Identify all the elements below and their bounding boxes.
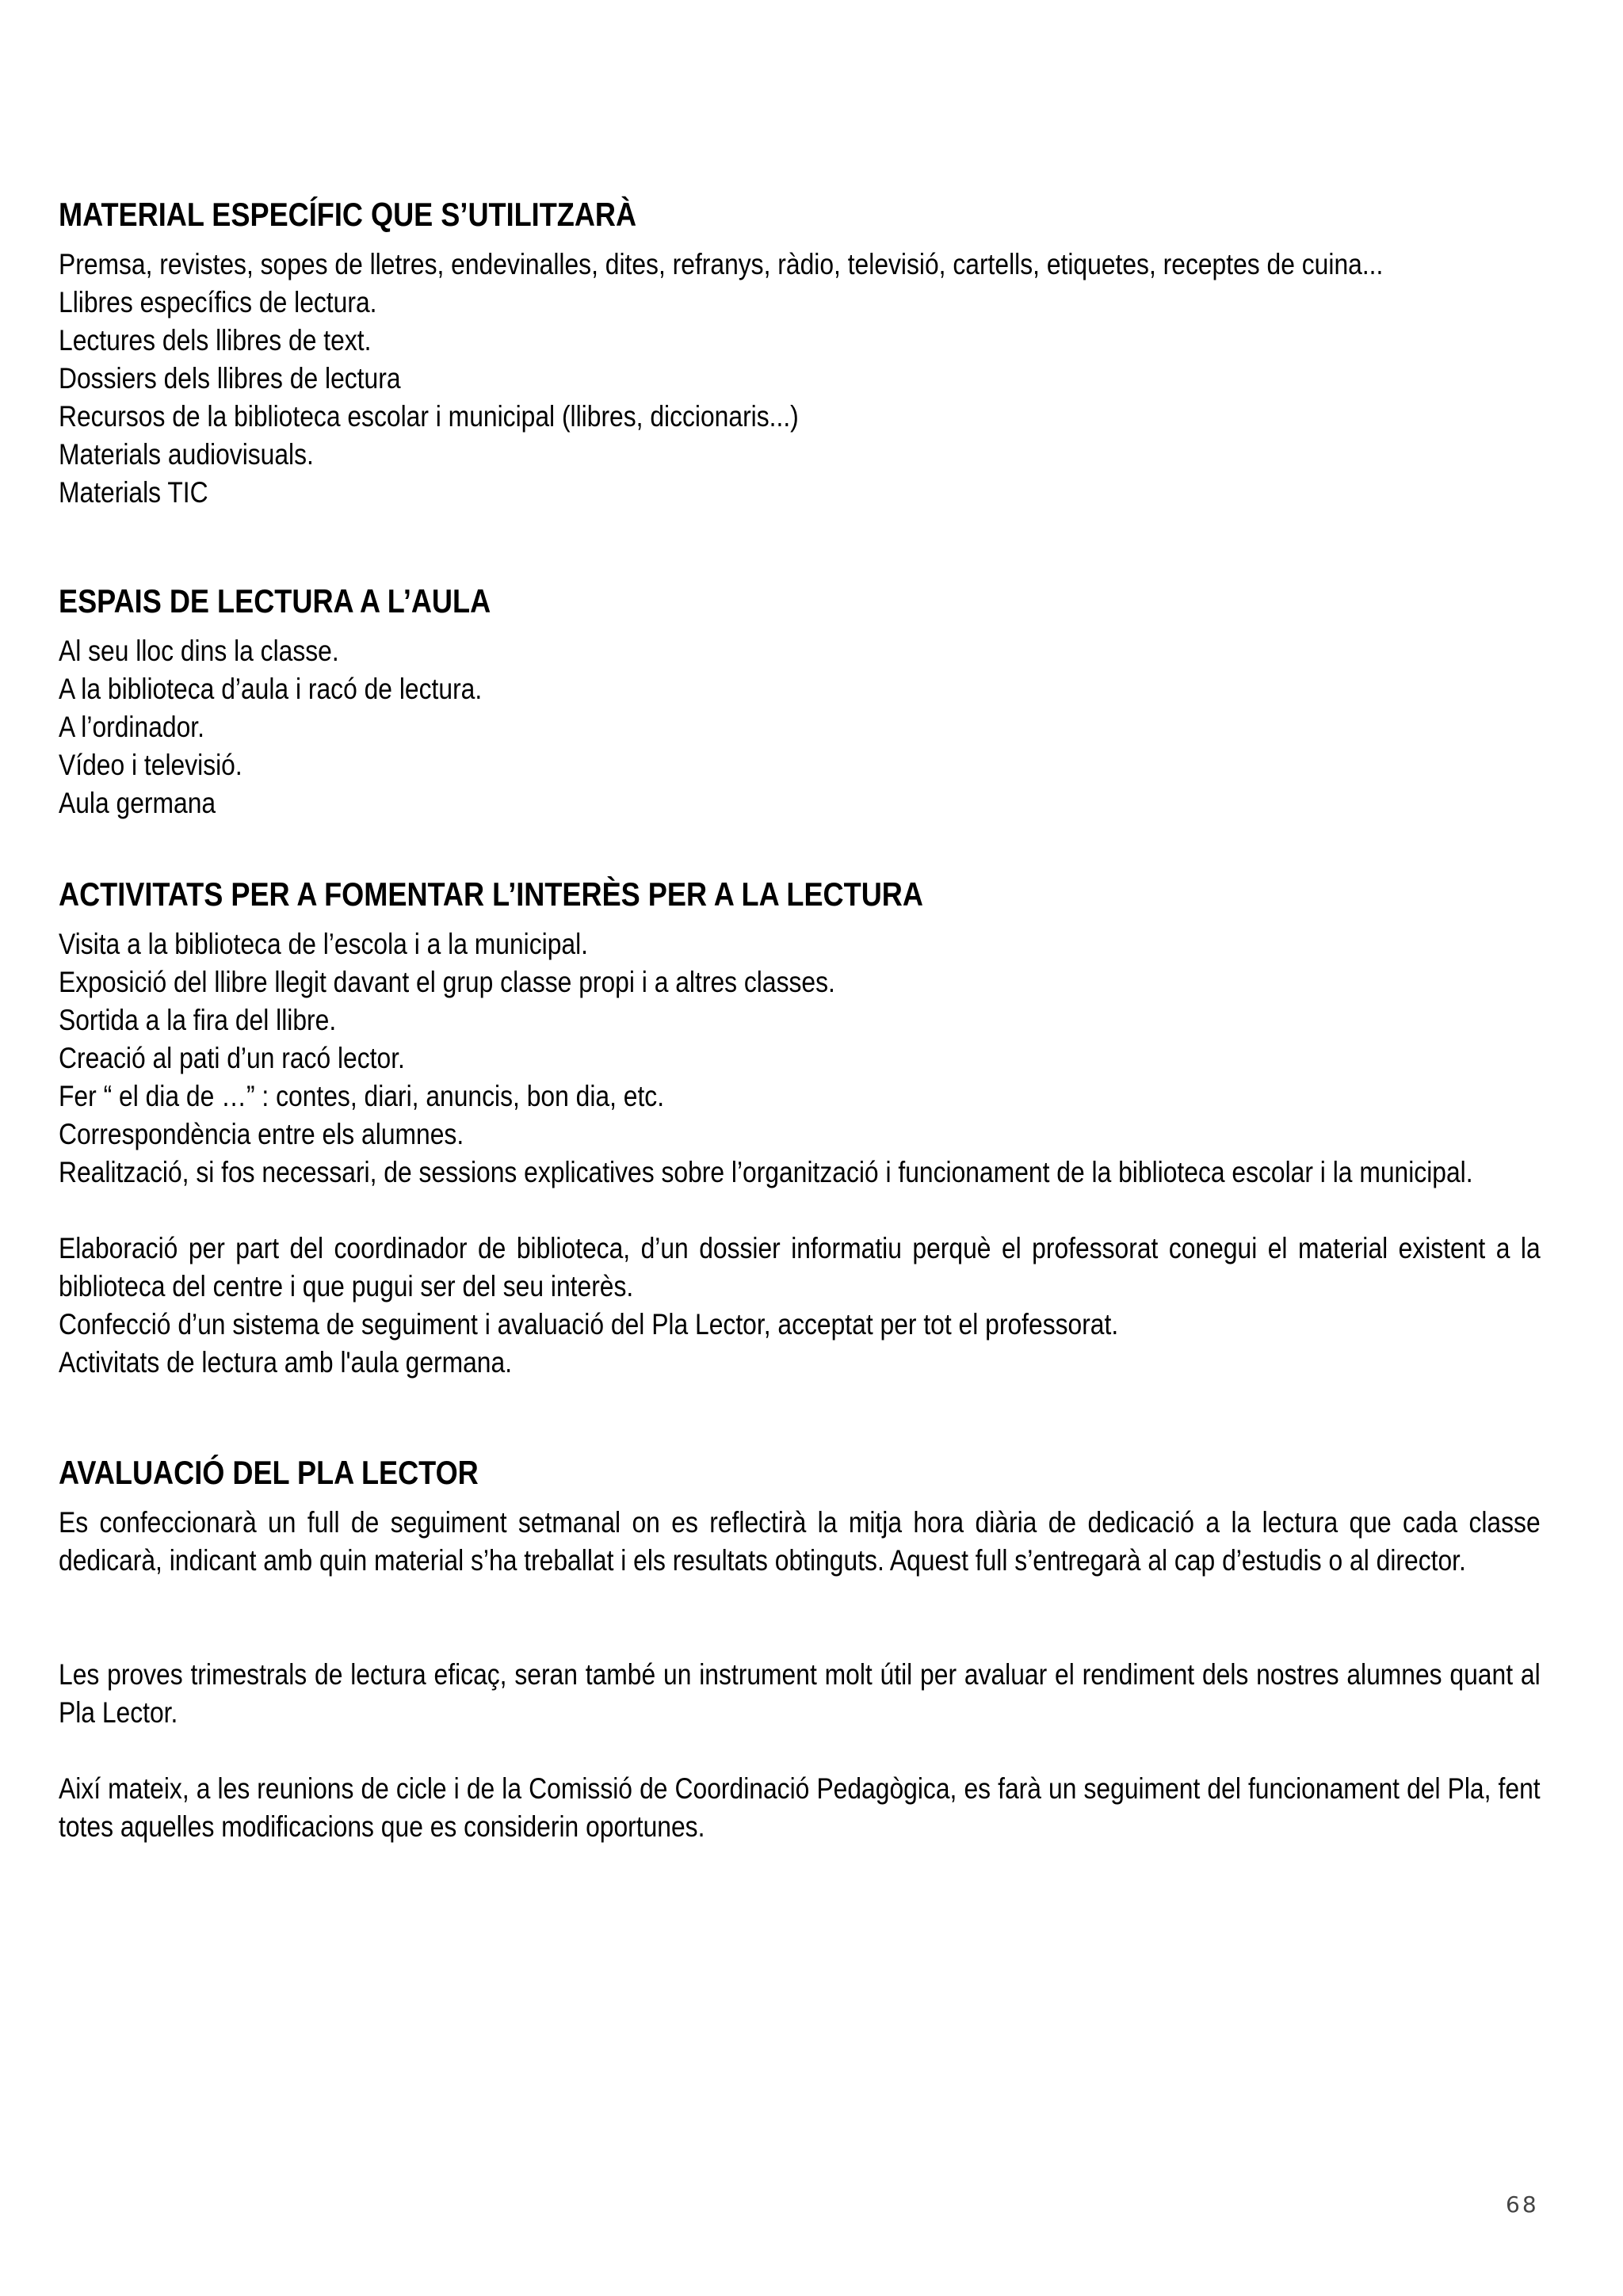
section-heading: MATERIAL ESPECÍFIC QUE S’UTILITZARÀ	[59, 196, 637, 233]
list-item: A la biblioteca d’aula i racó de lectura.	[59, 673, 483, 705]
list-item: Creació al pati d’un racó lector.	[59, 1042, 405, 1074]
section-activitats	[59, 875, 1541, 1382]
list-item-wrap	[59, 1230, 1541, 1306]
paragraph: Així mateix, a les reunions de cicle i de la Comissió de Coordinació Pedagògica, es farà un seguiment del funcionament del Pla, fent totes aquelles modificacions que es considerin oportunes.	[59, 1772, 1541, 1843]
page-number: 68	[1506, 2191, 1539, 2218]
paragraph-wrap	[59, 1770, 1541, 1846]
list-item-wrap	[59, 1154, 1541, 1230]
paragraph: Es confeccionarà un full de seguiment setmanal on es reflectirà la mitja hora diària de dedicació a la lectura que cada classe dedicarà, indicant amb quin material s’ha treballat i els resultats obtinguts. Aquest full s’entregarà al cap d’estudis o al director.	[59, 1506, 1541, 1577]
activitats-list	[59, 925, 1541, 1382]
list-item: Visita a la biblioteca de l’escola i a la municipal.	[59, 928, 589, 960]
list-item: Correspondència entre els alumnes.	[59, 1118, 464, 1150]
list-item: Recursos de la biblioteca escolar i municipal (llibres, diccionaris...)	[59, 400, 799, 433]
list-item: A l’ordinador.	[59, 711, 204, 743]
list-item: Materials audiovisuals.	[59, 438, 314, 471]
section-heading: ACTIVITATS PER A FOMENTAR L’INTERÈS PER A LA LECTURA	[59, 875, 923, 913]
list-item: Al seu lloc dins la classe.	[59, 635, 339, 667]
list-item: Confecció d’un sistema de seguiment i avaluació del Pla Lector, acceptat per tot el professorat.	[59, 1308, 1119, 1341]
list-item: Materials TIC	[59, 476, 208, 509]
list-item: Lectures dels llibres de text.	[59, 324, 372, 357]
paragraph-wrap	[59, 1504, 1541, 1618]
list-item: Elaboració per part del coordinador de biblioteca, d’un dossier informatiu perquè el professorat conegui el material existent a la biblioteca del centre i que pugui ser del seu interès.	[59, 1232, 1541, 1302]
list-item: Exposició del llibre llegit davant el grup classe propi i a altres classes.	[59, 966, 835, 998]
paragraph-wrap	[59, 1656, 1541, 1732]
section-avaluacio	[59, 1453, 1541, 1846]
material-list	[59, 246, 1541, 512]
list-item: Sortida a la fira del llibre.	[59, 1004, 337, 1036]
list-item: Aula germana	[59, 787, 216, 819]
section-espais	[59, 582, 1541, 822]
list-item: Dossiers dels llibres de lectura	[59, 362, 401, 395]
list-item: Fer “ el dia de …” : contes, diari, anuncis, bon dia, etc.	[59, 1080, 665, 1112]
section-heading: ESPAIS DE LECTURA A L’AULA	[59, 582, 491, 620]
paragraph: Les proves trimestrals de lectura eficaç, seran també un instrument molt útil per avaluar el rendiment dels nostres alumnes quant al Pla Lector.	[59, 1658, 1541, 1729]
list-item: Vídeo i televisió.	[59, 749, 242, 781]
list-item: Realització, si fos necessari, de sessions explicatives sobre l’organització i funcionament de la biblioteca escolar i la municipal.	[59, 1156, 1473, 1188]
list-item: Activitats de lectura amb l'aula germana.	[59, 1346, 513, 1379]
section-material	[59, 195, 1541, 512]
section-heading: AVALUACIÓ DEL PLA LECTOR	[59, 1454, 479, 1491]
list-item: Premsa, revistes, sopes de lletres, endevinalles, dites, refranys, ràdio, televisió, cartells, etiquetes, receptes de cuina...	[59, 248, 1384, 280]
list-item: Llibres específics de lectura.	[59, 286, 377, 318]
espais-list	[59, 632, 1541, 822]
